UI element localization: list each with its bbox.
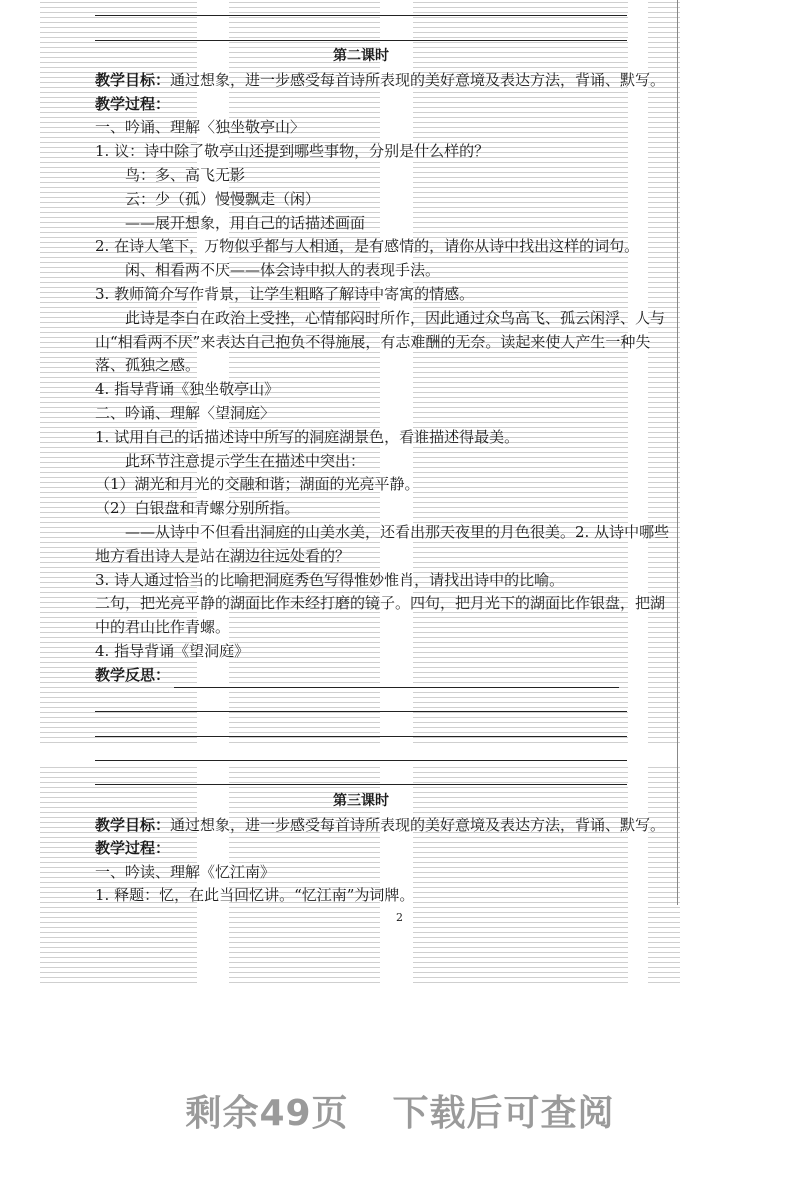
- text-line: 二、吟诵、理解〈望洞庭〉: [95, 403, 276, 422]
- text-line: 一、吟诵、理解〈独坐敬亭山〉: [95, 118, 306, 137]
- text-line: 落、孤独之感。: [95, 356, 201, 375]
- text-line: 此诗是李白在政治上受挫，心情郁闷时所作，因此通过众鸟高飞、孤云闲浮、人与: [125, 308, 666, 327]
- text-line: 一、吟读、理解《忆江南》: [95, 862, 276, 881]
- download-banner[interactable]: [0, 1085, 800, 1136]
- text-line: 2. 在诗人笔下，万物似乎都与人相通，是有感情的，请你从诗中找出这样的词句。: [95, 237, 640, 256]
- text-line: 山“相看两不厌”来表达自己抱负不得施展，有志难酬的无奈。读起来使人产生一种失: [95, 332, 651, 351]
- remaining-pages-text: 剩余49页: [185, 1093, 349, 1134]
- text-line: 闲、相看两不厌——体会诗中拟人的表现手法。: [125, 261, 441, 280]
- goal-text: 通过想象，进一步感受每首诗所表现的美好意境及表达方法，背诵、默写。: [170, 815, 666, 834]
- text-line: ——展开想象，用自己的话描述画面: [125, 213, 366, 232]
- text-line: 云：少（孤）慢慢飘走（闲）: [125, 189, 321, 208]
- text-line: 1. 释题：忆，在此当回忆讲。“忆江南”为词牌。: [95, 886, 415, 905]
- text-line: 中的君山比作青螺。: [95, 618, 231, 637]
- text-line: 4. 指导背诵《独坐敬亭山》: [95, 380, 280, 399]
- text-line: 4. 指导背诵《望洞庭》: [95, 641, 250, 660]
- rule-line: [95, 15, 627, 16]
- text-line: 1. 试用自己的话描述诗中所写的洞庭湖景色，看谁描述得最美。: [95, 427, 520, 446]
- rule-line: [95, 784, 627, 785]
- goal-text: 通过想象，进一步感受每首诗所表现的美好意境及表达方法，背诵、默写。: [170, 70, 666, 89]
- page-number: 2: [396, 911, 403, 924]
- text-line: 地方看出诗人是站在湖边往远处看的？: [95, 546, 351, 565]
- reflection-line: [95, 711, 627, 712]
- text-line: 此环节注意提示学生在描述中突出：: [125, 451, 366, 470]
- text-line: 1. 议：诗中除了敬亭山还提到哪些事物，分别是什么样的？: [95, 142, 490, 161]
- text-line: 3. 教师简介写作背景，让学生粗略了解诗中寄寓的情感。: [95, 284, 475, 303]
- text-line: 鸟：多、高飞无影: [125, 165, 246, 184]
- reflection-label: 教学反思：: [95, 665, 171, 684]
- lesson-title: 第二课时: [333, 48, 389, 64]
- rule-line: [95, 760, 627, 761]
- page-edge: [677, 0, 678, 905]
- text-line: ——从诗中不但看出洞庭的山美水美，还看出那天夜里的月色很美。2. 从诗中哪些: [125, 522, 670, 541]
- text-line: （2）白银盘和青螺分别所指。: [95, 499, 300, 518]
- goal-label: 教学目标：: [95, 815, 171, 834]
- text-line: 二句，把光亮平静的湖面比作未经打磨的镜子。四句，把月光下的湖面比作银盘，把湖: [95, 594, 666, 613]
- reflection-line: [95, 736, 627, 737]
- rule-line: [95, 40, 627, 41]
- lesson-title: 第三课时: [333, 793, 389, 809]
- text-line: （1）湖光和月光的交融和谐；湖面的光亮平静。: [95, 475, 420, 494]
- text-line: 3. 诗人通过恰当的比喻把洞庭秀色写得惟妙惟肖，请找出诗中的比喻。: [95, 570, 565, 589]
- goal-label: 教学目标：: [95, 70, 171, 89]
- download-to-view-text: 下载后可查阅: [392, 1093, 615, 1134]
- process-label: 教学过程：: [95, 94, 171, 113]
- lesson-3-section: [95, 790, 675, 908]
- lesson-2-section: [95, 45, 675, 688]
- process-label: 教学过程：: [95, 839, 171, 858]
- reflection-blank: [174, 671, 619, 688]
